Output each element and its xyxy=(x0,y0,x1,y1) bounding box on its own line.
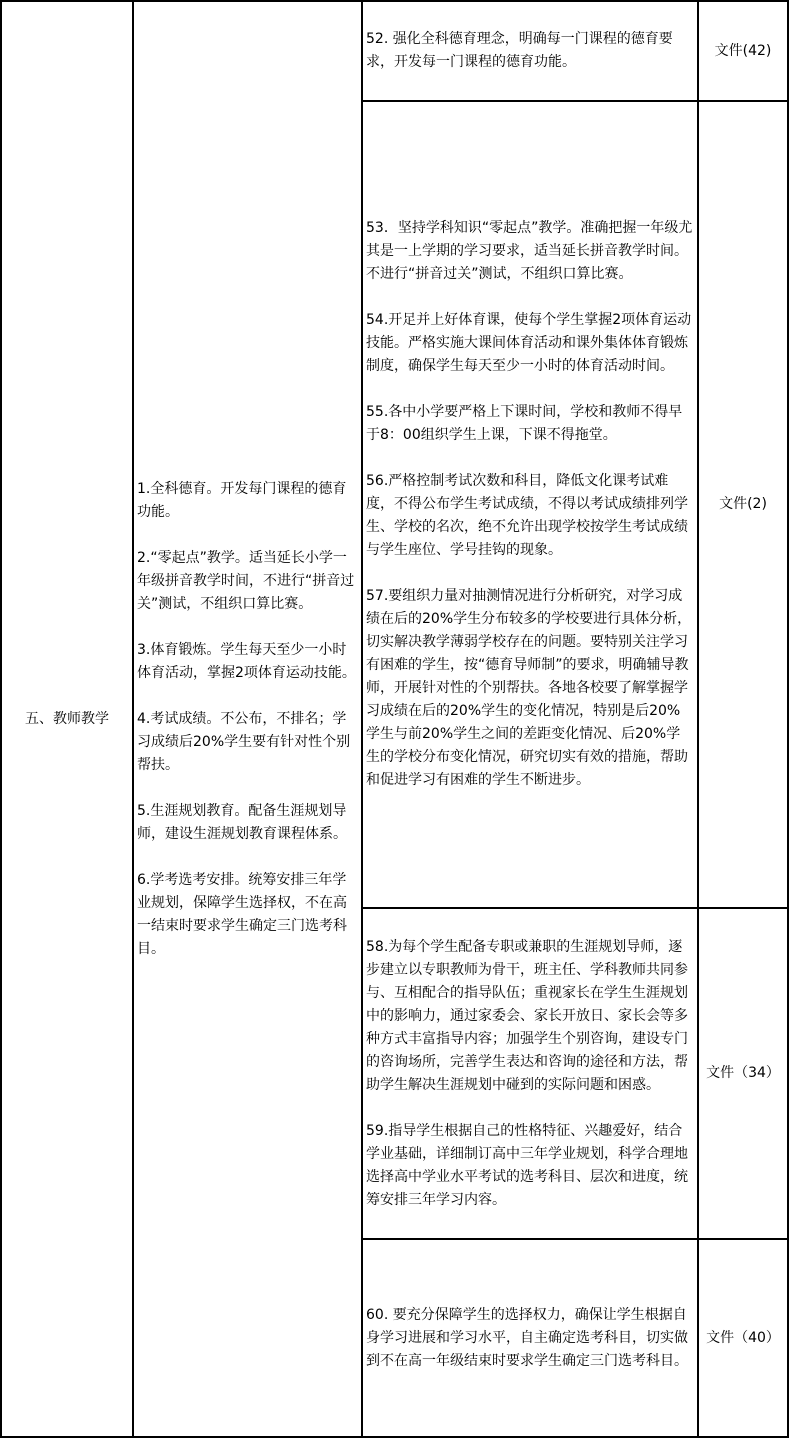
detail-cell xyxy=(362,1239,698,1437)
clause-text: 59.指导学生根据自己的性格特征、兴趣爱好，结合学业基础，详细制订高中三年学业规划，科学合理地选择高中学业水平考试的选考科目、层次和进度，统筹安排三年学习内容。 xyxy=(366,1122,688,1208)
clause-text: 60. 要充分保障学生的选择权力，确保让学生根据自身学习进展和学习水平，自主确定选考科目，切实做到不在高一年级结束时要求学生确定三门选考科目。 xyxy=(366,1306,688,1369)
detail-cell xyxy=(362,101,698,908)
document-reference: 文件(2) xyxy=(698,101,788,908)
clause-text: 55.各中小学要严格上下课时间，学校和教师不得早于8：00组织学生上课，下课不得拖堂。 xyxy=(366,404,683,443)
clause-text: 52. 强化全科德育理念，明确每一门课程的德育要求，开发每一门课程的德育功能。 xyxy=(366,31,673,70)
summary-cell xyxy=(133,1,362,1437)
clause-text: 57.要组织力量对抽测情况进行分析研究，对学习成绩在后的20%学生分布较多的学校要进行具体分析，切实解决教学薄弱学校存在的问题。要特别关注学习有困难的学生，按“德育导师制”的要求，明确辅导教师，开展针对性的个别帮扶。各地各校要了解掌握学习成绩在后的20%学生的变化情况，特别是后20%学生与前20%学生之间的差距变化情况、后20%学生的学校分布变化情况，研究切实有效的措施，帮助和促进学习有困难的学生不断进步。 xyxy=(366,588,692,788)
summary-item: 2.“零起点”教学。适当延长小学一年级拼音教学时间，不进行“拼音过关”测试，不组织口算比赛。 xyxy=(137,549,355,612)
document-reference: 文件（34） xyxy=(698,908,788,1239)
summary-item: 1.全科德育。开发每门课程的德育功能。 xyxy=(137,480,347,520)
summary-item: 3.体育锻炼。学生每天至少一小时体育活动，掌握2项体育运动技能。 xyxy=(137,641,356,681)
summary-item: 4.考试成绩。不公布，不排名；学习成绩后20%学生要有针对性个别帮扶。 xyxy=(137,710,351,773)
table-row xyxy=(1,1,788,101)
clause-text: 53．坚持学科知识“零起点”教学。准确把握一年级尤其是一上学期的学习要求，适当延长拼音教学时间。不进行“拼音过关”测试，不组织口算比赛。 xyxy=(366,220,693,282)
document-reference: 文件（40） xyxy=(698,1239,788,1437)
document-reference: 文件(42) xyxy=(698,1,788,101)
detail-cell xyxy=(362,908,698,1239)
category-cell: 五、教师教学 xyxy=(1,1,133,1437)
detail-cell xyxy=(362,1,698,101)
summary-item: 5.生涯规划教育。配备生涯规划导师，建设生涯规划教育课程体系。 xyxy=(137,802,347,842)
clause-text: 58.为每个学生配备专职或兼职的生涯规划导师，逐步建立以专职教师为骨干，班主任、学科教师共同参与、互相配合的指导队伍；重视家长在学生生涯规划中的影响力，通过家委会、家长开放日、家长会等多种方式丰富指导内容；加强学生个别咨询，建设专门的咨询场所，完善学生表达和咨询的途径和方法，帮助学生解决生涯规划中碰到的实际问题和困惑。 xyxy=(366,938,688,1093)
clause-text: 54.开足并上好体育课，使每个学生掌握2项体育运动技能。严格实施大课间体育活动和课外集体体育锻炼制度，确保学生每天至少一小时的体育活动时间。 xyxy=(366,312,692,374)
clause-text: 56.严格控制考试次数和科目，降低文化课考试难度，不得公布学生考试成绩，不得以考试成绩排列学生、学校的名次，绝不允许出现学校按学生考试成绩与学生座位、学号挂钩的现象。 xyxy=(366,473,688,558)
summary-item: 6.学考选考安排。统筹安排三年学业规划，保障学生选择权，不在高一结束时要求学生确定三门选考科目。 xyxy=(137,871,347,957)
